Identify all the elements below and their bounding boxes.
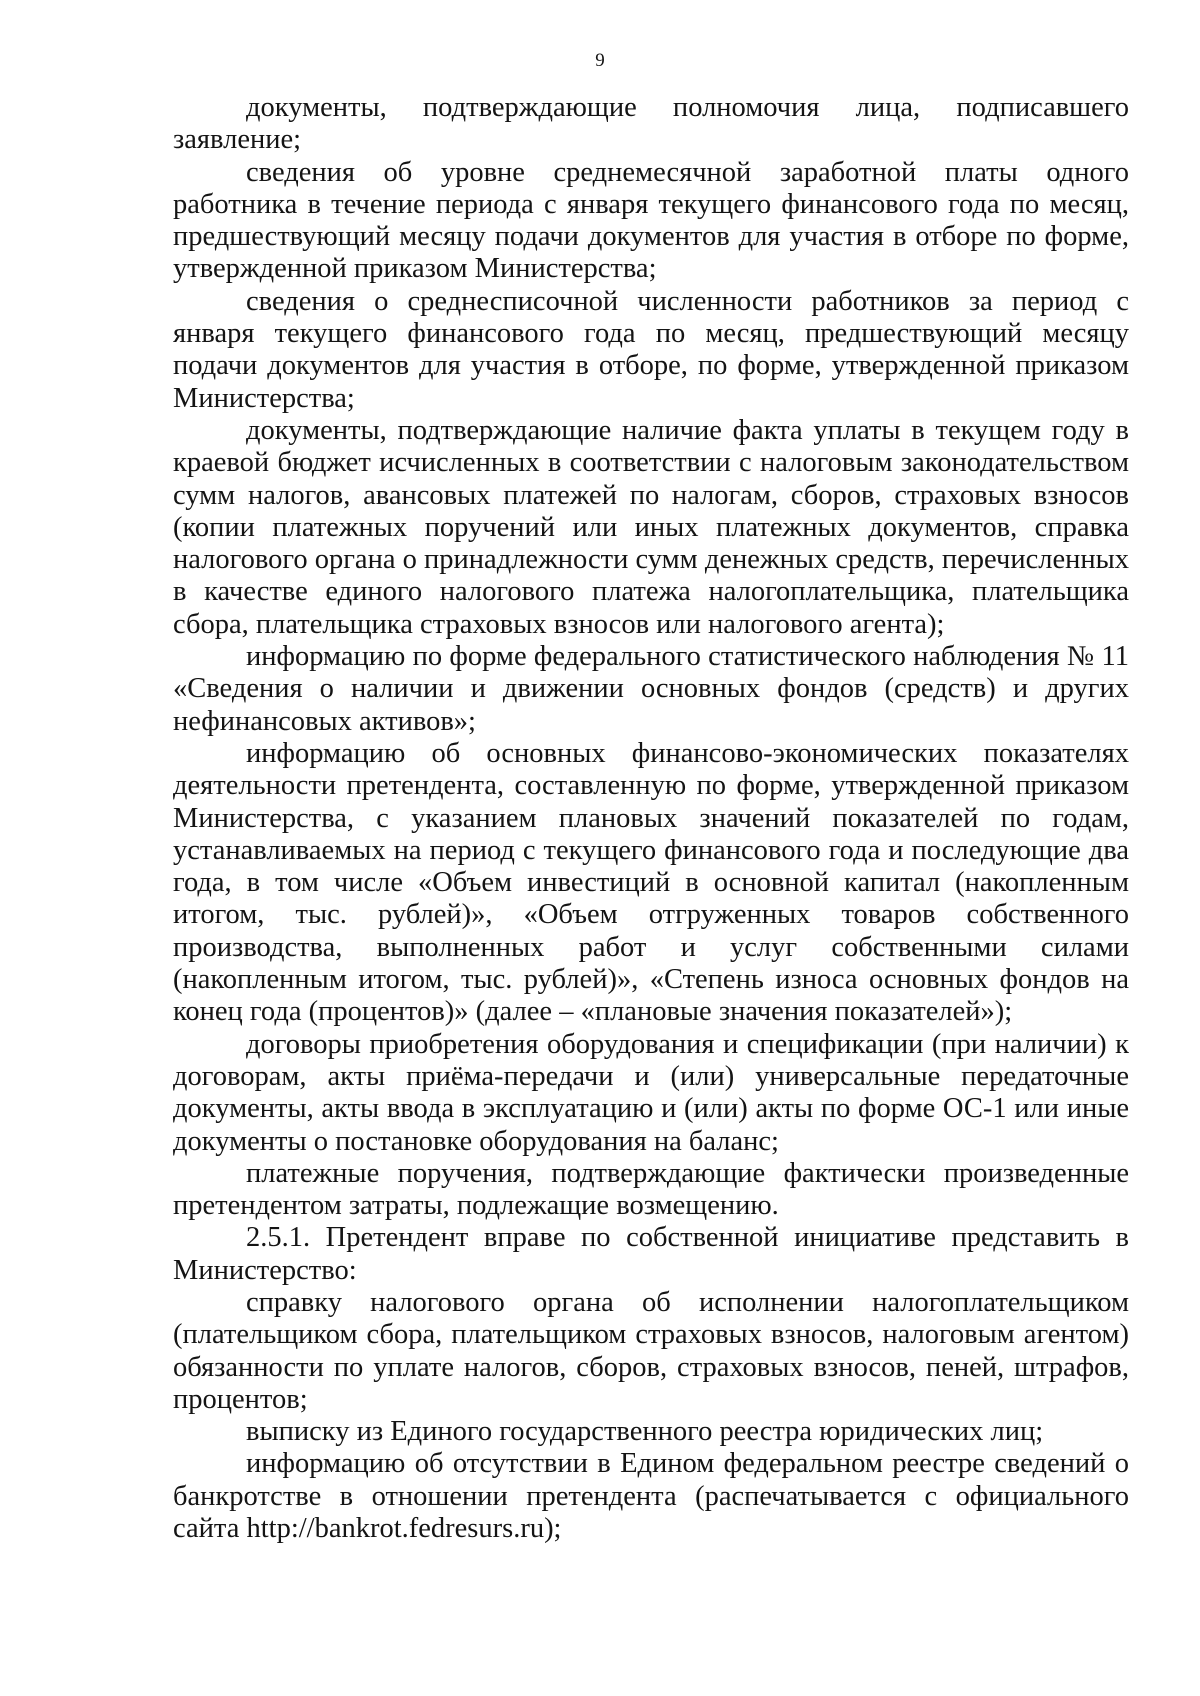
paragraph-tax-certificate: справку налогового органа об исполнении налогоплательщиком (плательщиком сбора, плательщиком страховых взносов, налоговым агентом) обязанности по уплате налогов, сборов, страховых взносов, пеней, штрафов, процентов; bbox=[173, 1286, 1129, 1415]
paragraph-authority-documents: документы, подтверждающие полномочия лица, подписавшего заявление; bbox=[173, 92, 1129, 156]
paragraph-form-11: информацию по форме федерального статистического наблюдения № 11 «Сведения о наличии и движении основных фондов (средств) и других нефинансовых активов»; bbox=[173, 641, 1129, 737]
document-body bbox=[173, 92, 1129, 1545]
paragraph-section-2-5-1: 2.5.1. Претендент вправе по собственной инициативе представить в Министерство: bbox=[173, 1222, 1129, 1286]
paragraph-average-salary: сведения об уровне среднемесячной заработной платы одного работника в течение периода с января текущего финансового года по месяц, предшествующий месяцу подачи документов для участия в отборе по форме, утвержденной приказом Министерства; bbox=[173, 156, 1129, 285]
paragraph-egrul-extract: выписку из Единого государственного реестра юридических лиц; bbox=[246, 1416, 1044, 1448]
paragraph-tax-payment-proof: документы, подтверждающие наличие факта уплаты в текущем году в краевой бюджет исчисленных в соответствии с налоговым законодательством сумм налогов, авансовых платежей по налогам, сборов, страховых взносов (копии платежных поручений или иных платежных документов, справка налогового органа о принадлежности сумм денежных средств, перечисленных в качестве единого налогового платежа налогоплательщика, плательщика сбора, плательщика страховых взносов или налогового агента); bbox=[173, 414, 1129, 640]
paragraph-headcount: сведения о среднесписочной численности работников за период с января текущего финансового года по месяц, предшествующий месяцу подачи документов для участия в отборе, по форме, утвержденной приказом Министерства; bbox=[173, 285, 1129, 414]
paragraph-bankruptcy-registry: информацию об отсутствии в Едином федеральном реестре сведений о банкротстве в отношении претендента (распечатывается с официального сайта http://bankrot.fedresurs.ru); bbox=[173, 1448, 1129, 1545]
paragraph-financial-indicators: информацию об основных финансово-экономических показателях деятельности претендента, составленную по форме, утвержденной приказом Министерства, с указанием плановых значений показателей по годам, устанавливаемых на период с текущего финансового года и последующие два года, в том числе «Объем инвестиций в основной капитал (накопленным итогом, тыс. рублей)», «Объем отгруженных товаров собственного производства, выполненных работ и услуг собственными силами (накопленным итогом, тыс. рублей)», «Степень износа основных фондов на конец года (процентов)» (далее – «плановые значения показателей»); bbox=[173, 737, 1129, 1028]
page-number: 9 bbox=[595, 50, 605, 71]
paragraph-equipment-contracts: договоры приобретения оборудования и спецификации (при наличии) к договорам, акты приёма-передачи и (или) универсальные передаточные документы, акты ввода в эксплуатацию и (или) акты по форме ОС-1 или иные документы о постановке оборудования на баланс; bbox=[173, 1028, 1129, 1157]
paragraph-payment-orders: платежные поручения, подтверждающие фактически произведенные претендентом затраты, подлежащие возмещению. bbox=[173, 1157, 1129, 1222]
